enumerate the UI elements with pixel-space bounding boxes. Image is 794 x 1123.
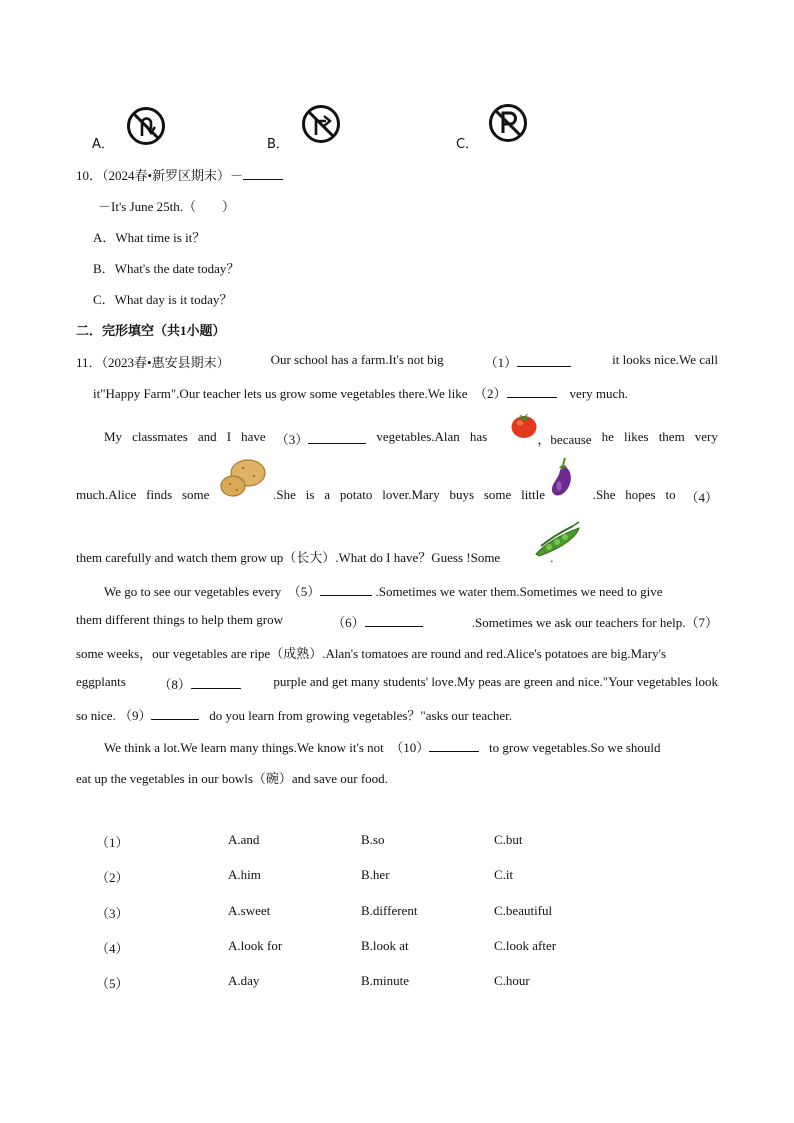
option-a[interactable]: A.him <box>228 867 261 882</box>
eggplant-icon <box>547 456 577 498</box>
option-c[interactable]: C.it <box>494 867 514 882</box>
question-10-option-c[interactable]: C．What day is it today？ <box>93 292 233 307</box>
option-a[interactable]: A.look for <box>228 938 283 953</box>
no-u-turn-sign-icon <box>126 106 166 146</box>
option-b[interactable]: B.so <box>361 832 385 847</box>
option-a[interactable]: A.day <box>228 973 260 988</box>
passage-p2-line-5: so nice. （9） do you learn from growing vegetables？"asks our teacher. <box>76 708 513 723</box>
passage-line-2: it"Happy Farm".Our teacher lets us grow some vegetables there.We like （2） very much. <box>93 386 629 401</box>
blank-1[interactable] <box>517 354 571 367</box>
pea-pods-icon <box>533 520 583 560</box>
question-10-stem: 10．（2024春•新罗区期末）－ <box>76 165 283 184</box>
potato-icon <box>218 456 268 498</box>
blank-8[interactable] <box>191 676 241 689</box>
blank-3[interactable] <box>308 431 366 444</box>
option-b[interactable]: B.her <box>361 867 390 882</box>
passage-p3-line-1: We think a lot.We learn many things.We know it's not （10） to grow vegetables.So we should <box>104 740 661 755</box>
option-c[interactable]: C.but <box>494 832 523 847</box>
blank-5[interactable] <box>320 583 372 596</box>
question-10-option-a[interactable]: A．What time is it？ <box>93 230 206 245</box>
passage-p3-line-2: eat up the vegetables in our bowls（碗）and save our food. <box>76 771 388 786</box>
no-right-turn-sign-icon <box>301 104 341 144</box>
section-heading: 二．完形填空（共1小题） <box>76 323 226 338</box>
option-a[interactable]: A.and <box>228 832 260 847</box>
passage-line-1: 11．（2023春•惠安县期末） Our school has a farm.It's not big （1） it looks nice.We call <box>76 352 718 370</box>
blank-9[interactable] <box>151 707 199 720</box>
option-c[interactable]: C.hour <box>494 973 530 988</box>
blank-10[interactable] <box>429 739 479 752</box>
passage-p2-line-2: them different things to help them grow （6） .Sometimes we ask our teachers for help.（7） <box>76 612 718 630</box>
passage-p2-line-1: We go to see our vegetables every （5） .Sometimes we water them.Sometimes we need to give <box>104 584 663 599</box>
option-a[interactable]: A.sweet <box>228 903 271 918</box>
tomato-icon <box>509 410 539 440</box>
question-10-option-b[interactable]: B．What's the date today？ <box>93 261 240 276</box>
blank-6[interactable] <box>365 614 423 627</box>
no-parking-sign-icon <box>488 103 528 143</box>
passage-p2-line-4: eggplants （8） purple and get many students' love.My peas are green and nice."Your vegetables look <box>76 674 718 692</box>
option-b[interactable]: B.look at <box>361 938 409 953</box>
option-c[interactable]: C.look after <box>494 938 557 953</box>
answer-blank[interactable] <box>243 167 283 180</box>
question-10-dialogue: －It's June 25th.（ ） <box>98 199 236 214</box>
option-c[interactable]: C.beautiful <box>494 903 553 918</box>
passage-line-4: much.Alice finds some .She is a potato lover.Mary buys some little .She hopes to （4） <box>76 487 718 505</box>
option-b[interactable]: B.different <box>361 903 418 918</box>
passage-line-5: them carefully and watch them grow up（长大）.What do I have？Guess !Some . <box>76 550 554 565</box>
passage-line-3: My classmates and I have （3） vegetables.Alan has ，because he likes them very <box>104 429 718 447</box>
option-c-label: C． <box>456 137 479 152</box>
option-a-label: A． <box>92 137 114 152</box>
passage-p2-line-3: some weeks，our vegetables are ripe（成熟）.Alan's tomatoes are round and red.Alice's potatoes are big.Mary's <box>76 646 667 661</box>
option-b-label: B． <box>267 137 289 152</box>
blank-2[interactable] <box>507 385 557 398</box>
option-b[interactable]: B.minute <box>361 973 410 988</box>
